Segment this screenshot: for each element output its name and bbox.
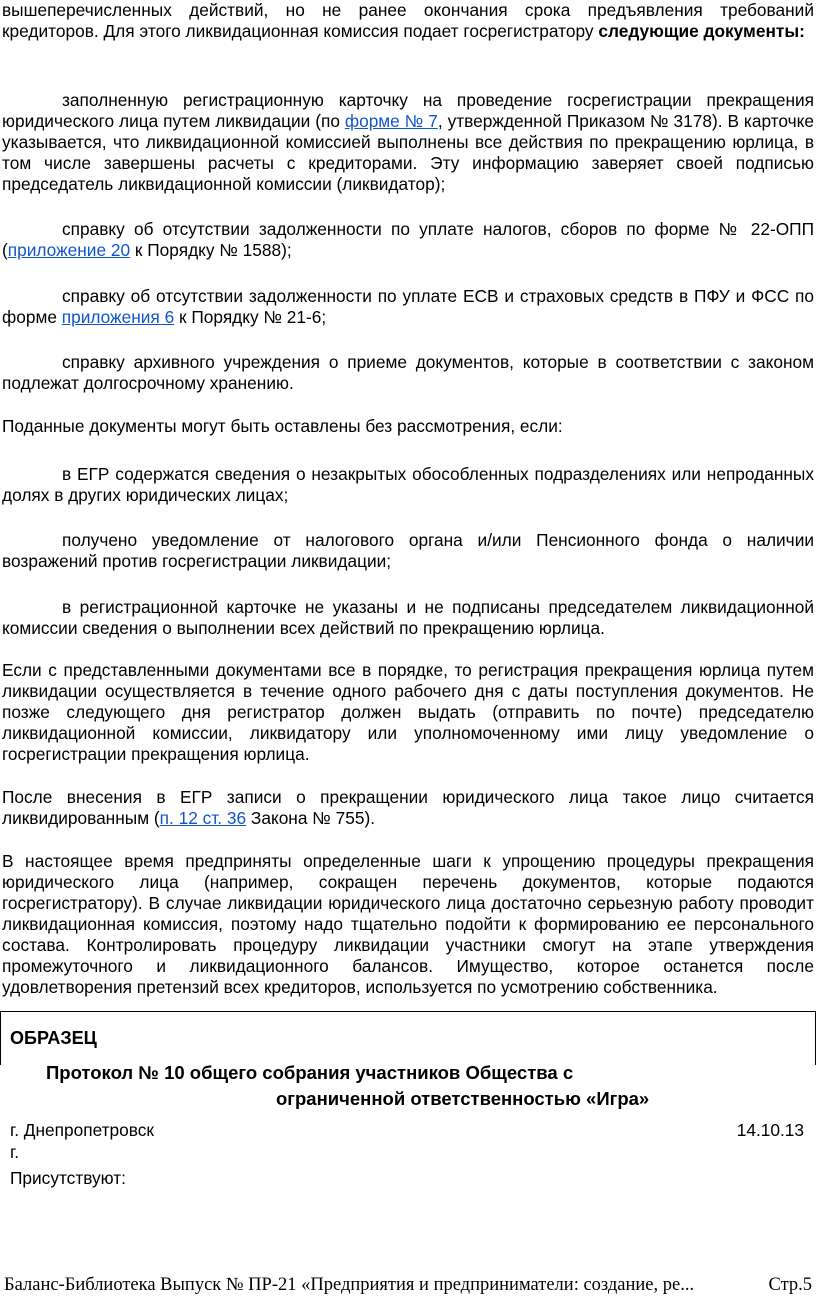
link-article-36[interactable]: п. 12 ст. 36: [159, 808, 247, 828]
paragraph-summary: В настоящее время предприняты определенные шаги к упрощению процедуры прекращения юридического лица (например, сокращен перечень документов, которые подаются госрегистратору). В случае ликвидации юридического лица достаточно серьезную работу проводит ликвидационная комиссия, поэтому надо тщательно подойти к формированию ее персонального состава. Контролировать процедуру ликвидации участники смогут на этапе утверждения промежуточного и ликвидационного балансов. Имущество, которое останется после удовлетворения претензий всех кредиторов, используется по усмотрению собственника.: [2, 851, 814, 997]
text-span: заполненную регистрационную карточку на проведение госрегистрации прекращения юридического лица путем ликвидации (по: [2, 90, 814, 131]
text-span: Закона № 755).: [246, 808, 375, 828]
paragraph-archive-certificate: справку архивного учреждения о приеме документов, которые в соответствии с законом подлежат долгосрочному хранению.: [2, 352, 814, 393]
paragraph-rejection-2: получено уведомление от налогового органа и/или Пенсионного фонда о наличии возражений против госрегистрации ликвидации;: [2, 530, 814, 571]
sample-box: [0, 1011, 816, 1065]
page-footer: [4, 1274, 816, 1296]
paragraph-registration-card: [2, 90, 814, 195]
bold-text: следующие документы:: [598, 21, 805, 41]
link-form-7[interactable]: форме № 7: [344, 111, 438, 131]
page-number: Стр.5: [768, 1275, 812, 1295]
text-span: к Порядку № 21-6;: [174, 307, 327, 327]
paragraph-rejection-3: в регистрационной карточке не указаны и не подписаны председателем ликвидационной комиссии сведения о выполнении всех действий по прекращению юрлица.: [2, 597, 814, 638]
text-span: к Порядку № 1588);: [130, 240, 292, 260]
text-span: После внесения в ЕГР записи о прекращении юридического лица такое лицо считается ликвидированным (: [2, 787, 814, 828]
paragraph-intro: [2, 0, 814, 42]
link-appendix-6[interactable]: приложения 6: [61, 307, 175, 327]
paragraph-liquidated: [2, 787, 814, 829]
paragraph-esv-certificate: [2, 286, 814, 328]
link-appendix-20[interactable]: приложение 20: [7, 240, 131, 260]
paragraph-tax-certificate: [2, 219, 814, 261]
footer-text: Баланс-Библиотека Выпуск № ПР-21 «Предприятия и предприниматели: создание, ре...: [4, 1275, 695, 1295]
protocol-date: 14.10.13: [736, 1120, 804, 1140]
protocol-present-label: Присутствуют:: [10, 1168, 126, 1188]
text-span: справку об отсутствии задолженности по уплате ЕСВ и страховых средств в ПФУ и ФСС по форме: [2, 286, 814, 327]
paragraph-rejection-intro: Поданные документы могут быть оставлены без рассмотрения, если:: [2, 416, 563, 436]
paragraph-rejection-1: в ЕГР содержатся сведения о незакрытых обособленных подразделениях или непроданных долях в других юридических лицах;: [2, 464, 814, 505]
protocol-city-suffix: г.: [10, 1142, 19, 1162]
text-span: вышеперечисленных действий, но не ранее окончания срока предъявления требований кредиторов. Для этого ликвидационная комиссия подает госрегистратору: [2, 0, 814, 41]
sample-label: ОБРАЗЕЦ: [10, 1028, 97, 1048]
protocol-title-line1: Протокол № 10 общего собрания участников Общества с: [46, 1062, 574, 1083]
text-span: справку об отсутствии задолженности по уплате налогов, сборов по форме № 22-ОПП (: [2, 219, 814, 260]
protocol-city: г. Днепропетровск: [10, 1120, 154, 1140]
text-span: , утвержденной Приказом № 3178). В карточке указывается, что ликвидационной комиссией выполнены все действия по прекращению юрлица, в том числе завершены расчеты с кредиторами. Эту информацию заверяет своей подписью председатель ликвидационной комиссии (ликвидатор);: [2, 111, 814, 194]
protocol-title-line2: ограниченной ответственностью «Игра»: [276, 1088, 650, 1109]
paragraph-registration-process: Если с представленными документами все в порядке, то регистрация прекращения юрлица путем ликвидации осуществляется в течение одного рабочего дня с даты поступления документов. Не позже следующего дня регистратор должен выдать (отправить по почте) председателю ликвидационной комиссии, ликвидатору или уполномоченному ими лицу уведомление о госрегистрации прекращения юрлица.: [2, 660, 814, 764]
